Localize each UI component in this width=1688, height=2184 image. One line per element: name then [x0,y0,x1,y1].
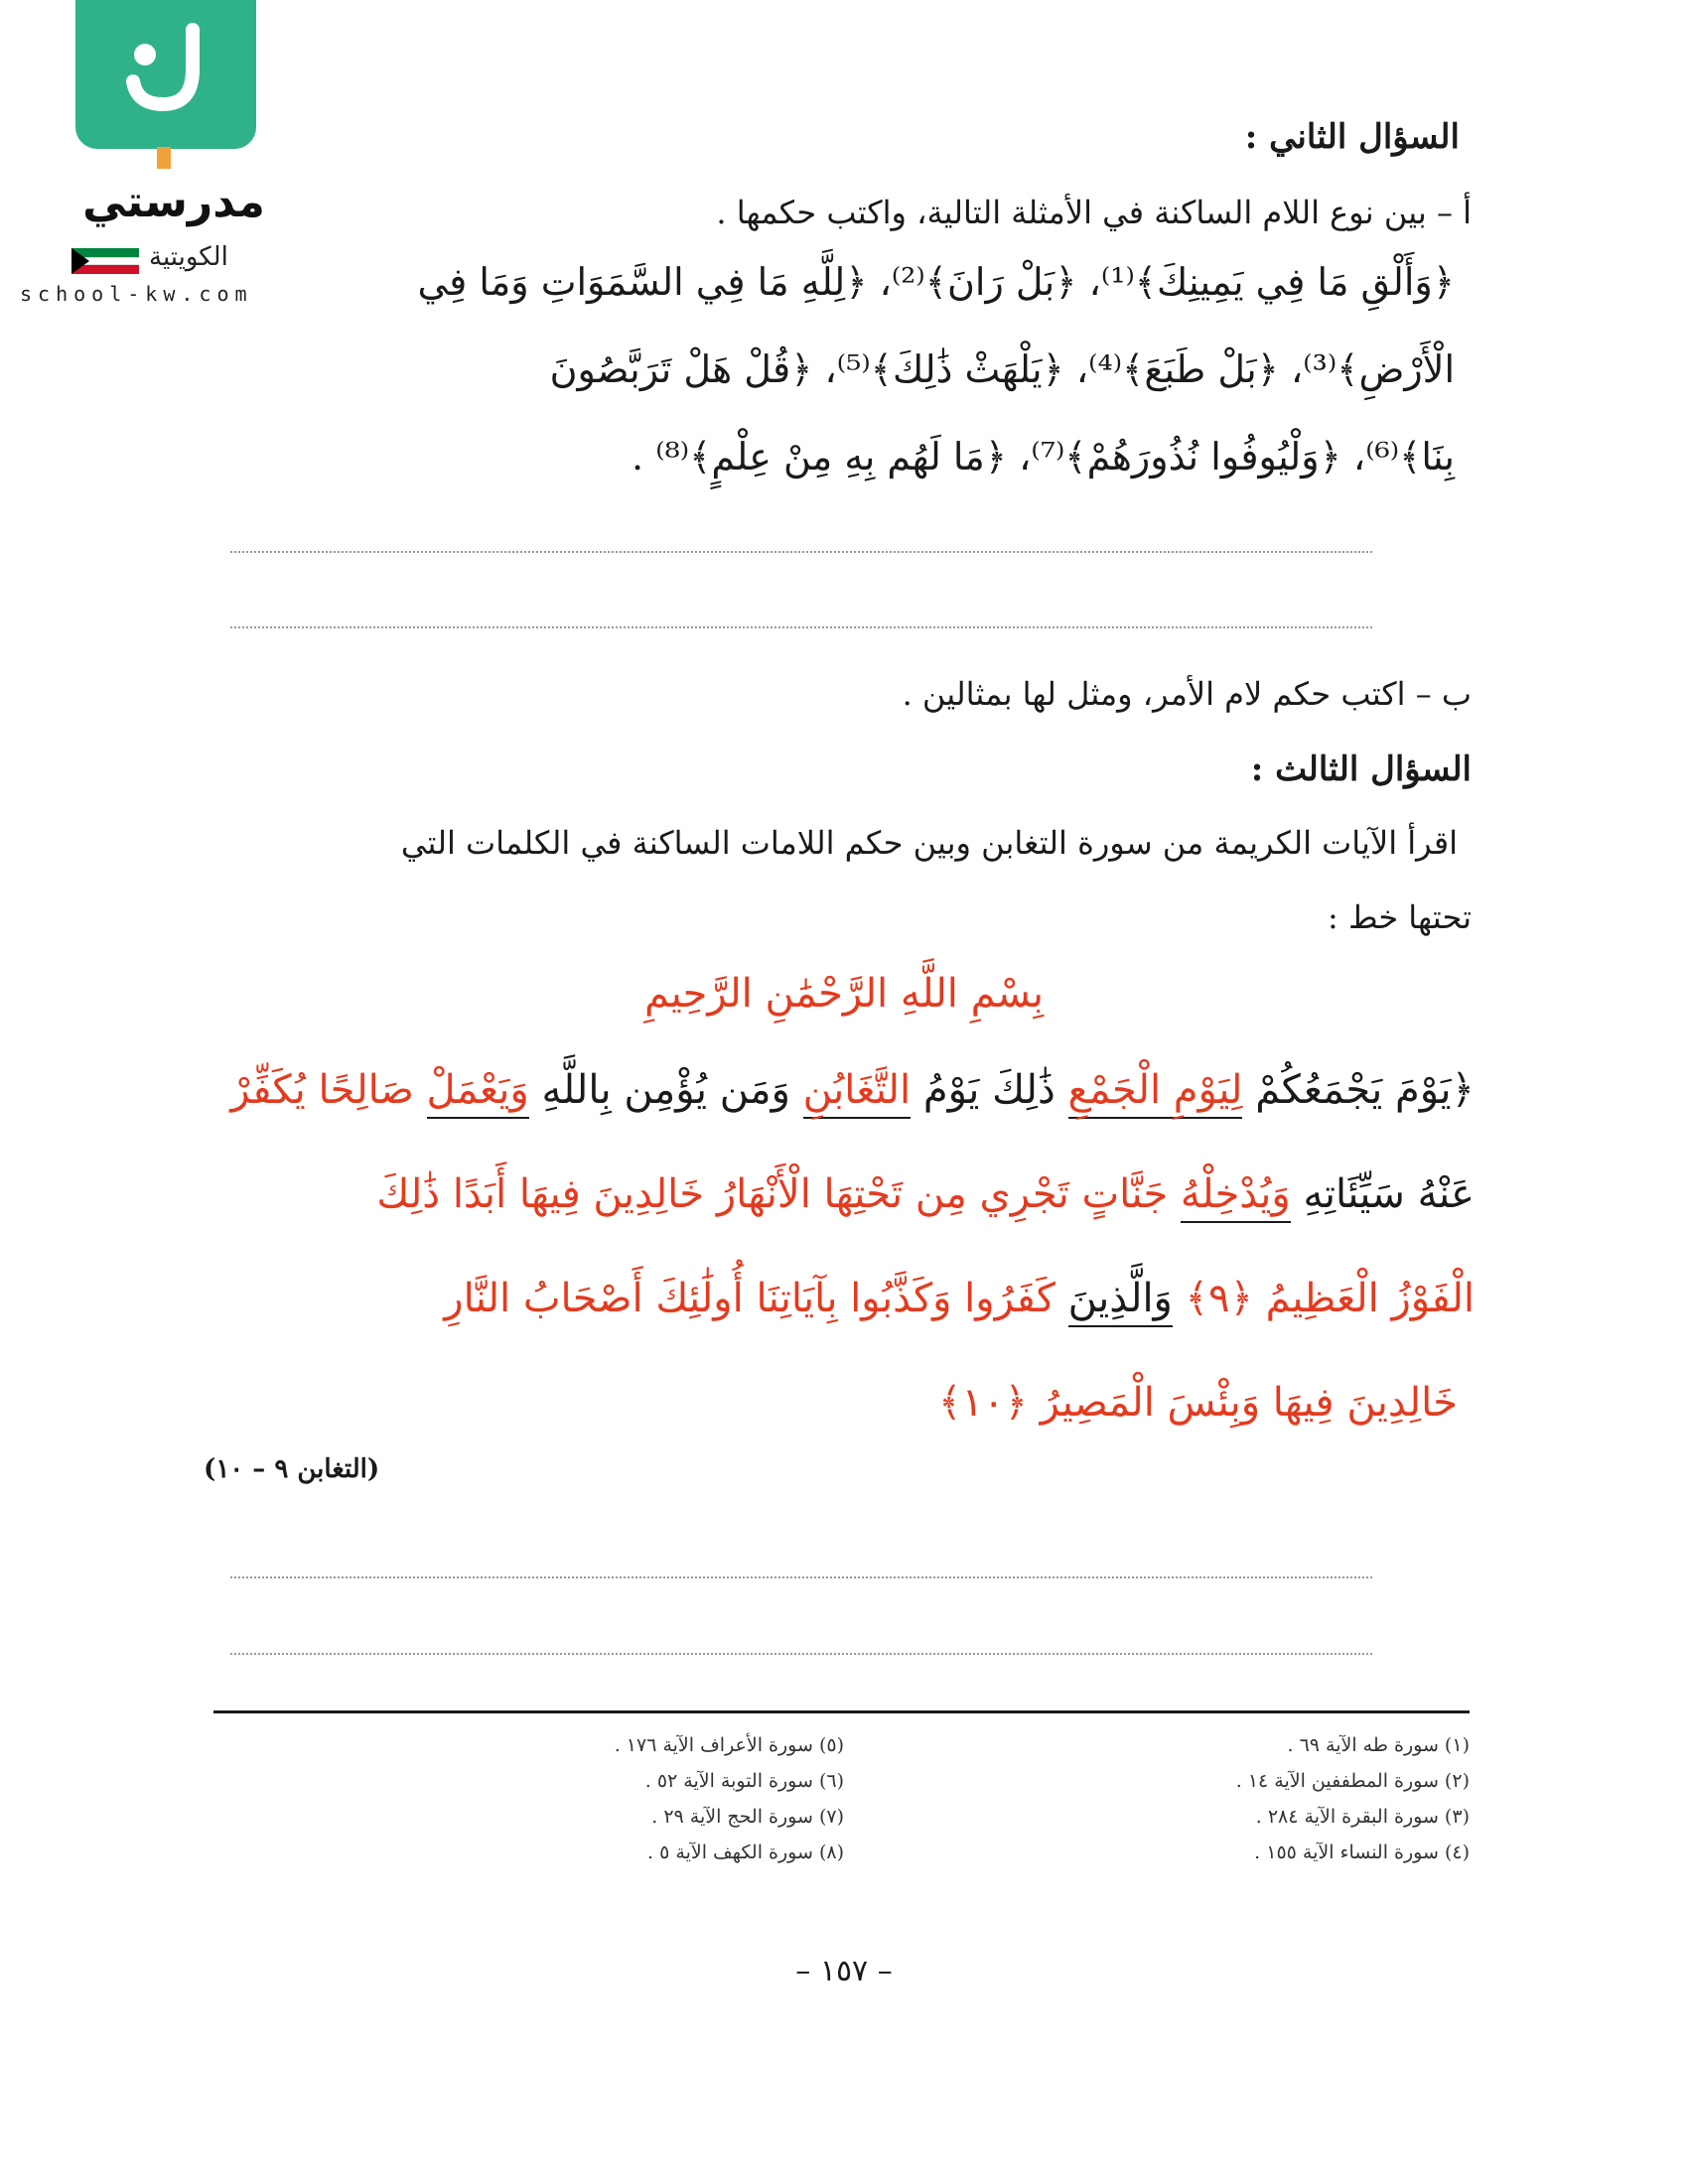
footnote-4: (٤) سورة النساء الآية ١٥٥ . [1254,1842,1470,1863]
logo-badge [75,0,256,149]
footnote-1: (١) سورة طه الآية ٦٩ . [1287,1734,1470,1756]
verse-reference: (التغابن ٩ – ١٠) [204,1454,380,1484]
question-3-intro-cont: تحتها خط : [1328,898,1472,936]
footnote-6: (٦) سورة التوبة الآية ٥٢ . [644,1770,844,1792]
verse-text: ﴿يَوْمَ يَجْمَعُكُمْ [1255,1067,1475,1113]
logo-country: الكويتية [149,242,228,272]
logo-url: school-kw.com [20,282,253,306]
question-2b: ب – اكتب حكم لام الأمر، ومثل لها بمثالين . [902,675,1472,713]
logo-name: مدرستي [82,177,265,227]
verse-line-4: خَالِدِينَ فِيهَا وَبِئْسَ الْمَصِيرُ ﴿١٠﴾ [938,1380,1458,1426]
footnote-divider [213,1710,1470,1713]
answer-line[interactable] [230,1576,1372,1578]
page-number: – ١٥٧ – [795,1954,893,1988]
basmala: بِسْمِ اللَّهِ الرَّحْمَٰنِ الرَّحِيمِ [643,971,1045,1017]
bookmark-icon [157,147,171,169]
underlined-word: لِيَوْمِ الْجَمْعِ [1068,1067,1243,1119]
verse-text: ذَٰلِكَ يَوْمُ [922,1067,1055,1113]
verse-text: صَالِحًا يُكَفِّرْ [230,1067,414,1113]
footnote-7: (٧) سورة الحج الآية ٢٩ . [651,1806,844,1828]
underlined-word: التَّغَابُنِ [803,1067,911,1119]
kuwait-flag-icon [71,248,139,274]
answer-line[interactable] [230,551,1372,553]
example-line-3: بِنَا﴾⁽⁶⁾، ﴿وَلْيُوفُوا نُذُورَهُمْ﴾⁽⁷⁾، ﴿مَا لَهُم بِهِ مِنْ عِلْمٍ﴾⁽⁸⁾ . [632,435,1455,478]
example-line-1: ﴿وَأَلْقِ مَا فِي يَمِينِكَ﴾⁽¹⁾، ﴿بَلْ رَانَ﴾⁽²⁾، ﴿لِلَّهِ مَا فِي السَّمَوَاتِ وَمَا فِي [417,260,1455,304]
verse-line-2 [213,1171,1475,1217]
verse-text: كَفَرُوا وَكَذَّبُوا بِآيَاتِنَا أُولَٰئِكَ أَصْحَابُ النَّارِ [444,1276,1055,1321]
underlined-word: وَيَعْمَلْ [427,1067,529,1119]
verse-text: الْفَوْزُ الْعَظِيمُ ﴿٩﴾ [1185,1276,1475,1321]
question-2-title: السؤال الثاني : [1244,117,1460,157]
question-2a-label: أ – [1436,194,1472,231]
verse-text: جَنَّاتٍ تَجْرِي مِن تَحْتِهَا الْأَنْهَارُ خَالِدِينَ فِيهَا أَبَدًا ذَٰلِكَ [376,1171,1169,1217]
question-2a-text: بين نوع اللام الساكنة في الأمثلة التالية، واكتب حكمها . [716,194,1427,231]
answer-line[interactable] [230,1653,1372,1655]
verse-line-3 [213,1276,1475,1321]
question-3-title: السؤال الثالث : [1250,750,1472,789]
underlined-word: وَالَّذِينَ [1068,1276,1173,1327]
verse-line-1 [213,1067,1475,1113]
footnote-5: (٥) سورة الأعراف الآية ١٧٦ . [614,1734,844,1756]
footnote-3: (٣) سورة البقرة الآية ٢٨٤ . [1255,1806,1470,1828]
footnote-2: (٢) سورة المطففين الآية ١٤ . [1235,1770,1470,1792]
verse-text: عَنْهُ سَيِّئَاتِهِ [1303,1171,1475,1217]
smile-icon [75,0,256,149]
footnote-8: (٨) سورة الكهف الآية ٥ . [647,1842,844,1863]
underlined-word: وَيُدْخِلْهُ [1181,1171,1291,1223]
verse-text: وَمَن يُؤْمِن بِاللَّهِ [541,1067,790,1113]
example-line-2: الْأَرْضِ﴾⁽³⁾، ﴿بَلْ طَبَعَ﴾⁽⁴⁾، ﴿يَلْهَثْ ذَٰلِكَ﴾⁽⁵⁾، ﴿قُلْ هَلْ تَرَبَّصُونَ [549,347,1455,391]
question-3-intro: اقرأ الآيات الكريمة من سورة التغابن وبين حكم اللامات الساكنة في الكلمات التي [400,824,1458,862]
answer-line[interactable] [230,626,1372,628]
question-2a [716,194,1472,231]
